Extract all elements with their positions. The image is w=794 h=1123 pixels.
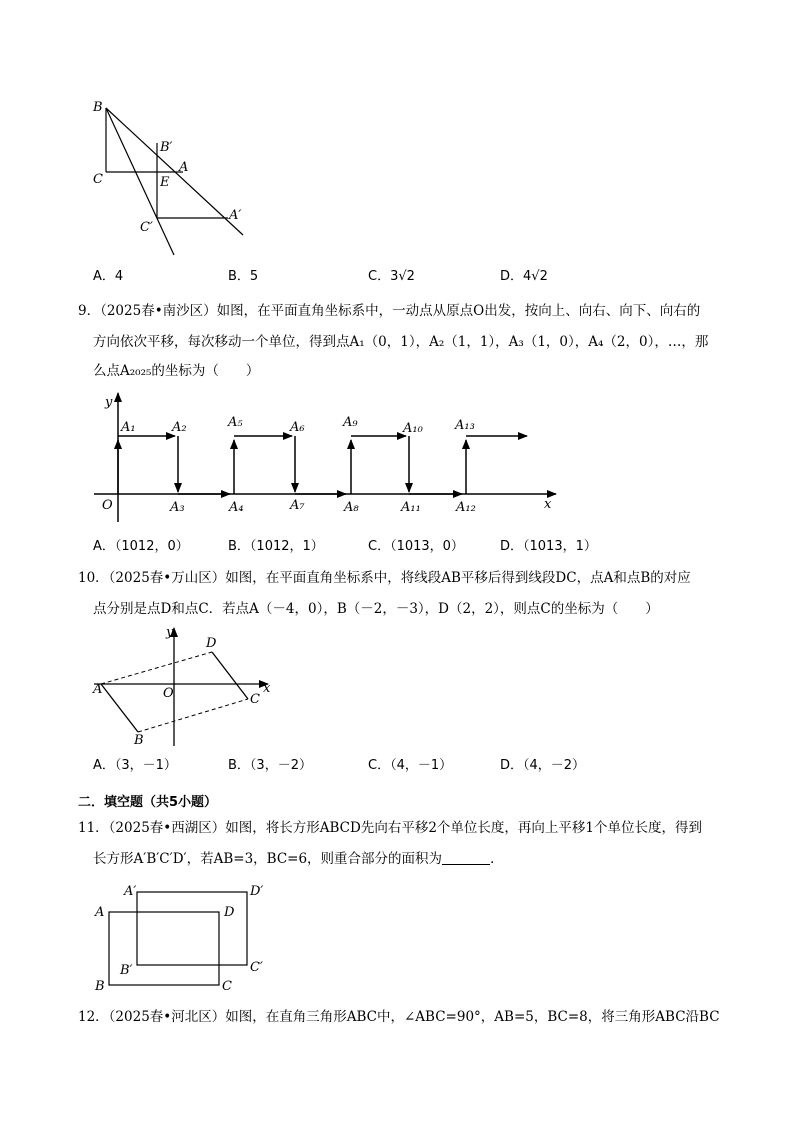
q10-stem-line1: 10．（2025春•万山区）如图，在平面直角坐标系中，将线段AB平移后得到线段DC，点A和点B的对应 bbox=[78, 570, 691, 586]
q8-label-C: C bbox=[93, 172, 103, 187]
q9-label-A9: A₉ bbox=[343, 415, 358, 430]
q9-label-A2: A₂ bbox=[172, 420, 187, 435]
q9-label-A10: A₁₀ bbox=[403, 421, 423, 436]
q8-label-E: E bbox=[160, 175, 170, 190]
q8-option-c[interactable]: C．3√2 bbox=[368, 269, 415, 284]
q9-label-A6: A₆ bbox=[290, 420, 305, 435]
q10-label-B: B bbox=[134, 733, 144, 748]
q9-stem-line3: 么点A₂₀₂₅的坐标为（ ） bbox=[93, 363, 260, 379]
q11-stem-line1: 11．（2025春•西湖区）如图，将长方形ABCD先向右平移2个单位长度，再向上平移1个单位长度，得到 bbox=[78, 820, 702, 836]
q11-label-C: C bbox=[222, 979, 232, 994]
q10-origin-label: O bbox=[163, 686, 174, 701]
q10-option-b[interactable]: B．（3，－2） bbox=[228, 758, 312, 773]
q9-label-A5: A₅ bbox=[228, 415, 243, 430]
q9-label-A13: A₁₃ bbox=[455, 418, 475, 433]
q9-option-d[interactable]: D．（1013，1） bbox=[500, 539, 597, 554]
q11-stem-line2 bbox=[93, 852, 504, 867]
q10-option-d[interactable]: D．（4，－2） bbox=[500, 758, 586, 773]
q11-label-D: D bbox=[224, 905, 235, 920]
q9-label-A11: A₁₁ bbox=[401, 500, 421, 515]
q10-stem-line2: 点分别是点D和点C．若点A（－4，0），B（－2，－3），D（2，2），则点C的坐标为（ ） bbox=[93, 601, 659, 617]
q9-origin-label: O bbox=[102, 498, 113, 513]
q9-option-c[interactable]: C．（1013，0） bbox=[368, 539, 464, 554]
q10-x-axis-label: x bbox=[263, 681, 271, 696]
q10-label-A: A bbox=[93, 682, 103, 697]
q9-label-A12: A₁₂ bbox=[456, 500, 476, 515]
q10-y-axis-label: y bbox=[166, 625, 174, 640]
q9-stem-line2: 方向依次平移，每次移动一个单位，得到点A₁（0，1），A₂（1，1），A₃（1，0），A₄（2，0），…，那 bbox=[93, 334, 709, 350]
q11-stem-line2-text: 长方形A′B′C′D′，若AB=3，BC=6，则重合部分的面积为 bbox=[93, 851, 443, 867]
q10-label-D: D bbox=[206, 636, 217, 651]
q12-stem-line1: 12．（2025春•河北区）如图，在直角三角形ABC中，∠ABC=90°，AB=5，BC=8，将三角形ABC沿BC bbox=[78, 1009, 720, 1025]
q9-label-A1: A₁ bbox=[121, 420, 136, 435]
q8-option-b[interactable]: B．5 bbox=[228, 269, 259, 284]
q10-option-a[interactable]: A．（3，－1） bbox=[93, 758, 177, 773]
q8-option-a[interactable]: A．4 bbox=[93, 269, 124, 284]
q9-stem-line1: 9．（2025春•南沙区）如图，在平面直角坐标系中，一动点从原点O出发，按向上、向右、向下、向右的 bbox=[78, 303, 701, 319]
q11-label-B-prime: B′ bbox=[120, 963, 133, 978]
q9-label-A4: A₄ bbox=[229, 500, 244, 515]
q8-label-A: A bbox=[179, 160, 189, 175]
q9-option-a[interactable]: A．（1012，0） bbox=[93, 539, 189, 554]
q9-label-A3: A₃ bbox=[170, 500, 185, 515]
q9-label-A8: A₈ bbox=[344, 500, 359, 515]
q9-x-axis-label: x bbox=[544, 497, 552, 512]
q8-label-C-prime: C′ bbox=[140, 220, 153, 235]
q8-label-B: B bbox=[93, 100, 103, 115]
q11-stem-line2-end: ． bbox=[490, 851, 504, 867]
q11-label-C-prime: C′ bbox=[250, 960, 263, 975]
q9-y-axis-label: y bbox=[105, 395, 113, 410]
q11-label-A: A bbox=[95, 905, 105, 920]
q11-answer-blank[interactable] bbox=[442, 852, 490, 865]
q11-label-B: B bbox=[95, 979, 105, 994]
q8-label-A-prime: A′ bbox=[229, 208, 242, 223]
q9-option-b[interactable]: B．（1012，1） bbox=[228, 539, 324, 554]
q11-label-A-prime: A′ bbox=[124, 884, 137, 899]
q10-label-C: C bbox=[250, 692, 260, 707]
section-heading-fill-in: 二．填空题（共5小题） bbox=[78, 795, 218, 810]
q8-option-d[interactable]: D．4√2 bbox=[500, 269, 548, 284]
q10-option-c[interactable]: C．（4，－1） bbox=[368, 758, 453, 773]
q9-label-A7: A₇ bbox=[290, 498, 305, 513]
q8-label-B-prime: B′ bbox=[160, 140, 173, 155]
q11-label-D-prime: D′ bbox=[250, 884, 264, 899]
